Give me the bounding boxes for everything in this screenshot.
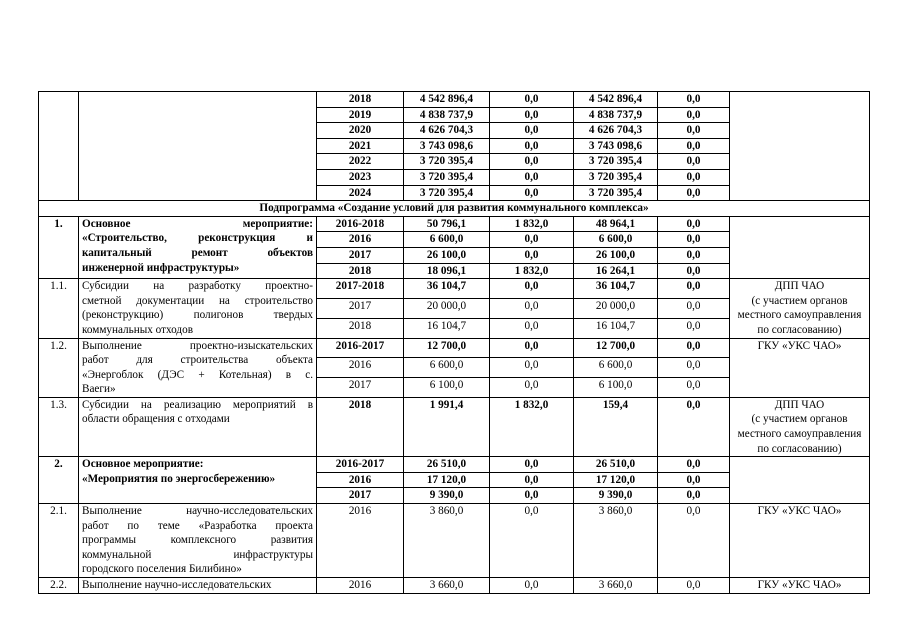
cell-total: 3 720 395,4 (404, 169, 490, 185)
cell-total: 18 096,1 (404, 263, 490, 279)
cell-line: ГКУ «УКС ЧАО» (757, 579, 842, 591)
cell-b: 4 626 704,3 (574, 123, 658, 139)
cell-year: 2016 (317, 472, 404, 488)
cell-year: 2017 (317, 247, 404, 263)
table-row (39, 279, 870, 299)
cell-year: 2017 (317, 488, 404, 504)
cell-c: 0,0 (658, 247, 730, 263)
cell-b: 159,4 (574, 397, 658, 456)
cell-a: 0,0 (490, 232, 574, 248)
cell-c: 0,0 (658, 472, 730, 488)
cell-line: по согласованию) (757, 442, 842, 455)
cell-a: 0,0 (490, 279, 574, 299)
cell-c: 0,0 (658, 578, 730, 594)
subprogram-title: Подпрограмма «Создание условий для развития коммунального комплекса» (39, 201, 870, 217)
cell-line: программы комплексного развития (82, 534, 313, 547)
cell-num: 1. (39, 216, 79, 278)
cell-line: ДПП ЧАО (774, 398, 825, 411)
cell-a: 0,0 (490, 578, 574, 594)
cell-line: Выполнение научно-исследовательских (82, 505, 313, 518)
cell-c: 0,0 (658, 279, 730, 299)
cell-c: 0,0 (658, 298, 730, 318)
cell-line: инженерной инфраструктуры» (82, 261, 240, 274)
cell-line: «Энергоблок (ДЭС + Котельная) в с. (82, 368, 313, 381)
cell-year: 2017-2018 (317, 279, 404, 299)
cell-year: 2016 (317, 578, 404, 594)
cell-total: 6 600,0 (404, 358, 490, 378)
cell-num: 2. (39, 457, 79, 504)
cell-desc (79, 578, 317, 594)
cell-year: 2016-2018 (317, 216, 404, 232)
cell-line: коммунальной инфраструктуры (82, 548, 313, 561)
cell-year: 2021 (317, 138, 404, 154)
cell-exec (730, 279, 870, 338)
cell-c: 0,0 (658, 358, 730, 378)
cell-desc (79, 216, 317, 278)
cell-desc (79, 92, 317, 201)
cell-total: 50 796,1 (404, 216, 490, 232)
cell-a: 0,0 (490, 358, 574, 378)
cell-line: ДПП ЧАО (774, 280, 825, 293)
cell-a: 0,0 (490, 457, 574, 473)
cell-line: работ по теме «Разработка проекта (82, 519, 313, 532)
cell-total: 4 542 896,4 (404, 92, 490, 108)
cell-line: Субсидии на разработку проектно- (82, 280, 313, 293)
cell-a: 0,0 (490, 154, 574, 170)
cell-year: 2020 (317, 123, 404, 139)
cell-c: 0,0 (658, 397, 730, 456)
cell-b: 12 700,0 (574, 338, 658, 358)
cell-year: 2016-2017 (317, 338, 404, 358)
cell-line: «Строительство, реконструкция и (82, 232, 313, 245)
cell-line: Выполнение проектно-изыскательских (82, 339, 313, 352)
cell-total: 3 743 098,6 (404, 138, 490, 154)
cell-total: 26 510,0 (404, 457, 490, 473)
cell-line: (реконструкцию) полигонов твердых (82, 309, 313, 322)
cell-b: 26 510,0 (574, 457, 658, 473)
cell-a: 1 832,0 (490, 216, 574, 232)
cell-b: 6 100,0 (574, 378, 658, 398)
cell-total: 3 860,0 (404, 504, 490, 578)
cell-c: 0,0 (658, 216, 730, 232)
cell-a: 0,0 (490, 298, 574, 318)
program-table (38, 91, 870, 594)
cell-num: 2.1. (39, 504, 79, 578)
cell-c: 0,0 (658, 169, 730, 185)
cell-year: 2016 (317, 232, 404, 248)
cell-num (39, 92, 79, 201)
cell-line: сметной документации на строительство (82, 294, 313, 307)
cell-b: 3 660,0 (574, 578, 658, 594)
cell-a: 0,0 (490, 123, 574, 139)
cell-line: ГКУ «УКС ЧАО» (757, 339, 842, 352)
cell-a: 0,0 (490, 107, 574, 123)
table-row (39, 216, 870, 232)
cell-a: 1 832,0 (490, 397, 574, 456)
cell-line: Основное мероприятие: (82, 217, 313, 230)
cell-a: 0,0 (490, 169, 574, 185)
cell-c: 0,0 (658, 107, 730, 123)
cell-total: 6 100,0 (404, 378, 490, 398)
cell-line: работ для строительства объекта (82, 354, 313, 367)
cell-b: 3 860,0 (574, 504, 658, 578)
cell-b: 9 390,0 (574, 488, 658, 504)
cell-a: 0,0 (490, 504, 574, 578)
cell-num: 2.2. (39, 578, 79, 594)
cell-year: 2016 (317, 358, 404, 378)
cell-line: области обращения с отходами (82, 413, 230, 426)
cell-c: 0,0 (658, 232, 730, 248)
cell-year: 2017 (317, 378, 404, 398)
cell-c: 0,0 (658, 185, 730, 201)
cell-total: 17 120,0 (404, 472, 490, 488)
cell-b: 6 600,0 (574, 358, 658, 378)
cell-total: 36 104,7 (404, 279, 490, 299)
cell-b: 4 838 737,9 (574, 107, 658, 123)
cell-c: 0,0 (658, 378, 730, 398)
cell-b: 36 104,7 (574, 279, 658, 299)
cell-b: 4 542 896,4 (574, 92, 658, 108)
cell-line: городского поселения Билибино» (82, 563, 242, 576)
cell-line: Ваеги» (82, 383, 116, 396)
cell-desc (79, 338, 317, 397)
cell-c: 0,0 (658, 154, 730, 170)
cell-c: 0,0 (658, 488, 730, 504)
cell-year: 2016 (317, 504, 404, 578)
cell-a: 0,0 (490, 472, 574, 488)
cell-desc (79, 457, 317, 504)
cell-b: 3 720 395,4 (574, 169, 658, 185)
table-row (39, 92, 870, 108)
cell-line: по согласованию) (757, 323, 842, 336)
cell-total: 3 720 395,4 (404, 154, 490, 170)
cell-c: 0,0 (658, 123, 730, 139)
cell-c: 0,0 (658, 138, 730, 154)
cell-num: 1.1. (39, 279, 79, 338)
cell-total: 4 838 737,9 (404, 107, 490, 123)
cell-b: 20 000,0 (574, 298, 658, 318)
table-row (39, 338, 870, 358)
table-row (39, 397, 870, 456)
cell-b: 48 964,1 (574, 216, 658, 232)
cell-year: 2018 (317, 318, 404, 338)
cell-a: 0,0 (490, 185, 574, 201)
cell-line: капитальный ремонт объектов (82, 246, 313, 259)
cell-num: 1.3. (39, 397, 79, 456)
cell-line: Основное мероприятие: (82, 458, 204, 471)
cell-total: 16 104,7 (404, 318, 490, 338)
cell-line: местного самоуправления (737, 428, 862, 441)
subprogram-row (39, 201, 870, 217)
cell-a: 0,0 (490, 92, 574, 108)
cell-line: коммунальных отходов (82, 323, 193, 336)
cell-total: 6 600,0 (404, 232, 490, 248)
cell-year: 2018 (317, 263, 404, 279)
cell-total: 3 660,0 (404, 578, 490, 594)
table-row (39, 457, 870, 473)
cell-a: 0,0 (490, 488, 574, 504)
cell-c: 0,0 (658, 338, 730, 358)
table-row (39, 504, 870, 578)
cell-exec (730, 504, 870, 578)
cell-a: 0,0 (490, 378, 574, 398)
cell-total: 1 991,4 (404, 397, 490, 456)
cell-exec (730, 578, 870, 594)
cell-c: 0,0 (658, 318, 730, 338)
cell-c: 0,0 (658, 504, 730, 578)
cell-exec (730, 216, 870, 278)
cell-total: 26 100,0 (404, 247, 490, 263)
cell-a: 0,0 (490, 247, 574, 263)
cell-exec (730, 397, 870, 456)
cell-line: Выполнение научно-исследовательских (82, 579, 272, 591)
cell-year: 2018 (317, 397, 404, 456)
cell-year: 2018 (317, 92, 404, 108)
cell-line: (с участием органов (751, 413, 848, 426)
cell-b: 3 720 395,4 (574, 185, 658, 201)
cell-a: 0,0 (490, 338, 574, 358)
cell-c: 0,0 (658, 92, 730, 108)
cell-b: 6 600,0 (574, 232, 658, 248)
cell-line: местного самоуправления (737, 309, 862, 322)
cell-b: 16 104,7 (574, 318, 658, 338)
cell-a: 1 832,0 (490, 263, 574, 279)
cell-total: 9 390,0 (404, 488, 490, 504)
cell-line: ГКУ «УКС ЧАО» (757, 505, 842, 518)
cell-line: «Мероприятия по энергосбережению» (82, 472, 276, 485)
cell-exec (730, 338, 870, 397)
cell-c: 0,0 (658, 457, 730, 473)
cell-desc (79, 504, 317, 578)
cell-exec (730, 92, 870, 201)
cell-year: 2016-2017 (317, 457, 404, 473)
cell-b: 26 100,0 (574, 247, 658, 263)
cell-total: 4 626 704,3 (404, 123, 490, 139)
cell-b: 17 120,0 (574, 472, 658, 488)
cell-b: 3 743 098,6 (574, 138, 658, 154)
cell-year: 2024 (317, 185, 404, 201)
cell-total: 20 000,0 (404, 298, 490, 318)
cell-a: 0,0 (490, 138, 574, 154)
cell-a: 0,0 (490, 318, 574, 338)
cell-b: 16 264,1 (574, 263, 658, 279)
cell-desc (79, 397, 317, 456)
cell-year: 2023 (317, 169, 404, 185)
cell-total: 12 700,0 (404, 338, 490, 358)
table-row (39, 578, 870, 594)
cell-num: 1.2. (39, 338, 79, 397)
cell-year: 2017 (317, 298, 404, 318)
cell-year: 2019 (317, 107, 404, 123)
cell-line: Субсидии на реализацию мероприятий в (82, 398, 313, 411)
cell-b: 3 720 395,4 (574, 154, 658, 170)
cell-total: 3 720 395,4 (404, 185, 490, 201)
cell-exec (730, 457, 870, 504)
cell-line: (с участием органов (751, 294, 848, 307)
cell-c: 0,0 (658, 263, 730, 279)
cell-desc (79, 279, 317, 338)
cell-year: 2022 (317, 154, 404, 170)
